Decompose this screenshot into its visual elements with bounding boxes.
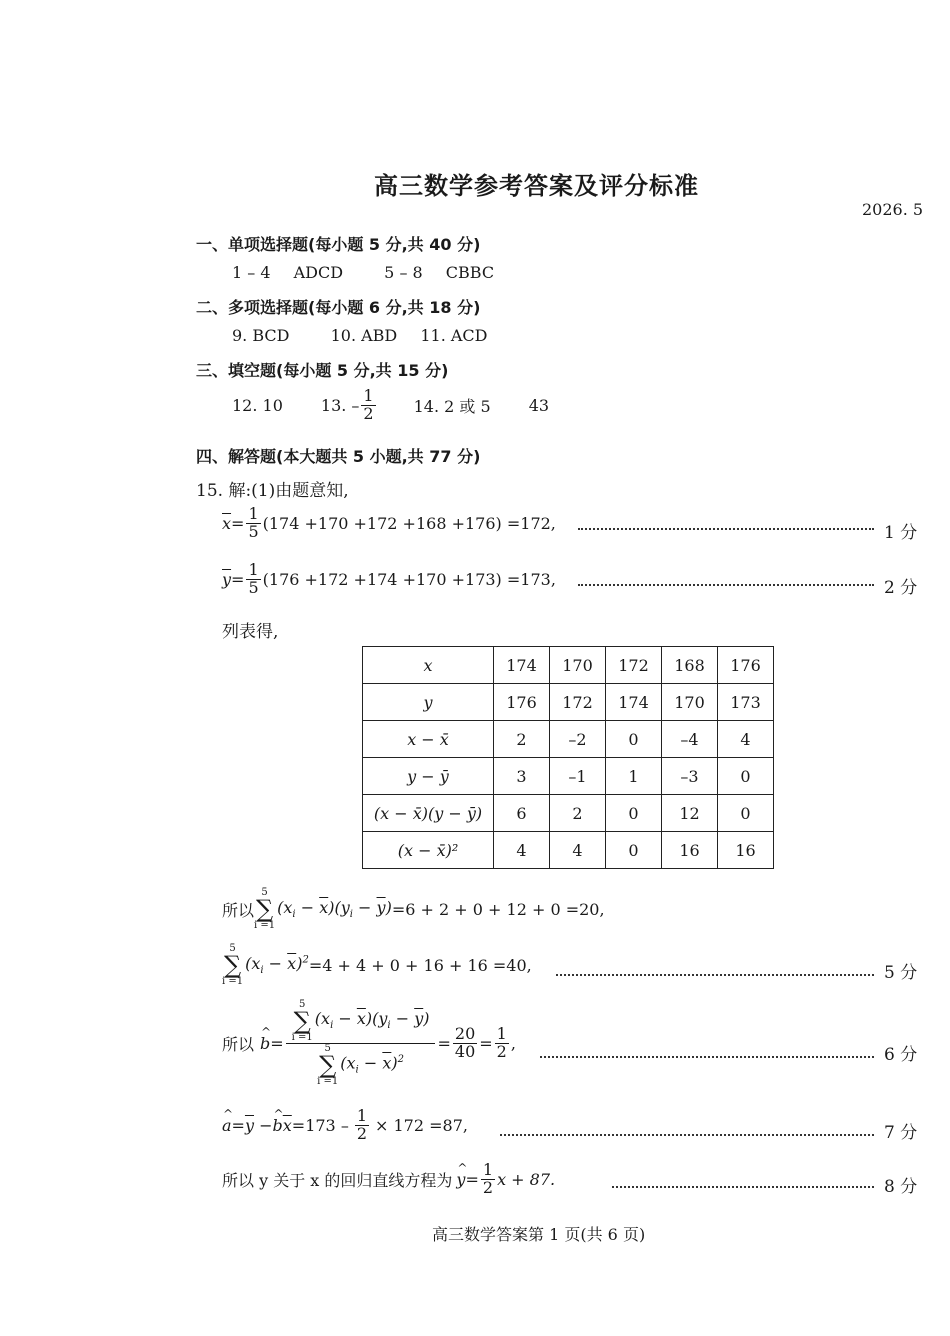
sigma-icon: 5 ∑ i =1 [254, 887, 276, 931]
table-row [363, 795, 774, 832]
table-cell: 4 [494, 832, 550, 869]
fraction-one-fifth: $\frac{1}{5}$ [248, 504, 259, 541]
regression-equation: 所以 y 关于 x 的回归直线方程为 ^ y = $\frac{1}{2}$ x + 87. [222, 1162, 555, 1197]
fraction-half: $\frac{1}{2}$ [356, 1106, 367, 1143]
equals-sign: = [231, 569, 245, 589]
answer-11: 11. ACD [420, 326, 488, 345]
b-hat-equation: 所以 ^ b = 5 ∑ i =1 $(x_i - \overline{x})(y_i - \overline{y})$ 5 ∑ i =1 $(x_i - \overline{x})^2$ = $\frac{20}{40}$ = $\frac{1}{2}$ , [222, 1000, 516, 1087]
table-cell: 4 [550, 832, 606, 869]
table-cell: 2 [550, 795, 606, 832]
sigma-icon: 5 ∑ i =1 [222, 943, 244, 987]
answer-letters: CBBC [445, 263, 495, 282]
answer-letters: ADCD [293, 263, 344, 282]
fraction-half: $\frac{1}{2}$ [482, 1160, 494, 1197]
data-table [362, 646, 774, 869]
table-row [363, 647, 774, 684]
table-cell: 172 [606, 647, 662, 684]
table-row-label: x [363, 647, 494, 684]
leader-dots [556, 974, 874, 976]
section-1-answers [232, 263, 494, 282]
table-cell: 168 [662, 647, 718, 684]
sum-xx-equation: 5 ∑ i =1 $(x_i - \overline{x})^2$ =4 + 4 + 0 + 16 + 16 =40, [222, 943, 532, 987]
table-cell: 176 [494, 684, 550, 721]
sum-xy-value: =6 + 2 + 0 + 12 + 0 =20, [391, 899, 605, 919]
leader-dots [540, 1056, 874, 1058]
answer-range: 1 – 4 [232, 263, 271, 282]
answer-10: 10. ABD [330, 326, 398, 345]
leader-dots [578, 584, 874, 586]
sum-xx-value: =4 + 4 + 0 + 16 + 16 =40, [308, 955, 532, 975]
section-4-heading: 四、解答题(本大题共 5 小题,共 77 分) [196, 447, 481, 466]
regression-prefix: 所以 y 关于 x 的回归直线方程为 [222, 1170, 453, 1190]
fraction-20-40: $\frac{20}{40}$ [454, 1024, 476, 1061]
answer-9: 9. BCD [232, 326, 290, 345]
table-row-label: (x − x̄)² [363, 832, 494, 869]
leader-dots [612, 1186, 874, 1188]
a-hat-middle: =173 – [291, 1115, 349, 1135]
section-2-answers [232, 326, 488, 345]
answer-extra: 43 [528, 395, 550, 415]
score-6: 6 分 [884, 1045, 918, 1065]
answer-13: 13. – [320, 395, 360, 415]
table-cell: 0 [606, 795, 662, 832]
page-title: 高三数学参考答案及评分标准 [374, 172, 699, 200]
table-cell: 6 [494, 795, 550, 832]
table-row-label: (x − x̄)(y − ȳ) [363, 795, 494, 832]
xbar-equation [222, 506, 556, 541]
table-cell: 170 [550, 647, 606, 684]
score-5: 5 分 [884, 963, 918, 983]
table-cell: 174 [494, 647, 550, 684]
table-cell: 170 [662, 684, 718, 721]
score-1: 1 分 [884, 523, 918, 543]
a-hat-symbol: ^ a [222, 1116, 232, 1135]
table-row [363, 684, 774, 721]
table-cell: 174 [606, 684, 662, 721]
so-prefix: 所以 [222, 900, 255, 920]
answer-range: 5 – 8 [384, 263, 423, 282]
regression-tail: x + 87. [497, 1169, 556, 1189]
table-cell: 4 [718, 721, 774, 758]
table-cell: 16 [662, 832, 718, 869]
score-7: 7 分 [884, 1123, 918, 1143]
problem-15-intro: 15. 解:(1)由题意知, [196, 481, 349, 501]
table-cell: –2 [550, 721, 606, 758]
section-3-heading: 三、填空题(每小题 5 分,共 15 分) [196, 361, 449, 380]
b-hat-symbol: ^ b [260, 1034, 270, 1053]
table-cell: –1 [550, 758, 606, 795]
table-cell: 0 [718, 758, 774, 795]
fraction-covariance: 5 ∑ i =1 $(x_i - \overline{x})(y_i - \overline{y})$ 5 ∑ i =1 $(x_i - \overline{x})^2$ [286, 1000, 436, 1087]
section-2-heading: 二、多项选择题(每小题 6 分,共 18 分) [196, 298, 481, 317]
table-cell: –3 [662, 758, 718, 795]
page-footer: 高三数学答案第 1 页(共 6 页) [432, 1225, 646, 1244]
ybar-equation [222, 562, 556, 597]
b-hat-symbol: ^ b [273, 1116, 283, 1135]
table-row [363, 758, 774, 795]
table-row [363, 721, 774, 758]
answer-12: 12. 10 [232, 395, 283, 415]
xbar-sum: (174 +170 +172 +168 +176) =172, [262, 513, 556, 533]
sigma-icon: 5 ∑ i =1 [317, 1042, 339, 1087]
a-hat-value: × 172 =87, [375, 1115, 468, 1135]
fraction-half: $\frac{1}{2}$ [496, 1024, 507, 1061]
y-bar-symbol: $\overline{y}$ [222, 569, 232, 589]
table-cell: 12 [662, 795, 718, 832]
fraction-half: $\frac{1}{2}$ [363, 386, 374, 423]
table-row [363, 832, 774, 869]
equals-sign: = [231, 513, 245, 533]
table-cell: 2 [494, 721, 550, 758]
answer-14: 14. 2 或 5 [413, 396, 491, 416]
score-2: 2 分 [884, 578, 918, 598]
table-cell: 0 [718, 795, 774, 832]
date: 2026. 5 [862, 200, 924, 219]
so-prefix: 所以 [222, 1034, 255, 1054]
table-cell: 173 [718, 684, 774, 721]
fraction-one-fifth: $\frac{1}{5}$ [248, 560, 259, 597]
sum-xy-equation: 所以 5 ∑ i =1 $(x_i - \overline{x})(y_i - \overline{y})$ =6 + 2 + 0 + 12 + 0 =20, [222, 887, 605, 931]
table-intro: 列表得, [222, 622, 279, 642]
table-cell: 3 [494, 758, 550, 795]
table-cell: 176 [718, 647, 774, 684]
table-row-label: y [363, 684, 494, 721]
x-bar-symbol: $\overline{x}$ [222, 513, 232, 533]
section-3-answers [232, 388, 549, 423]
leader-dots [578, 528, 874, 530]
sigma-icon: 5 ∑ i =1 [291, 999, 313, 1043]
ybar-sum: (176 +172 +174 +170 +173) =173, [262, 569, 556, 589]
section-1-heading: 一、单项选择题(每小题 5 分,共 40 分) [196, 235, 481, 254]
table-cell: –4 [662, 721, 718, 758]
table-cell: 16 [718, 832, 774, 869]
table-cell: 0 [606, 832, 662, 869]
table-row-label: y − ȳ [363, 758, 494, 795]
y-hat-symbol: ^ y [456, 1170, 465, 1189]
score-8: 8 分 [884, 1177, 918, 1197]
table-cell: 172 [550, 684, 606, 721]
table-cell: 1 [606, 758, 662, 795]
leader-dots [500, 1134, 874, 1136]
table-cell: 0 [606, 721, 662, 758]
a-hat-equation: ^ a = $\overline{y}$ − ^ b $\overline{x}$ =173 – $\frac{1}{2}$ × 172 =87, [222, 1108, 468, 1143]
table-row-label: x − x̄ [363, 721, 494, 758]
